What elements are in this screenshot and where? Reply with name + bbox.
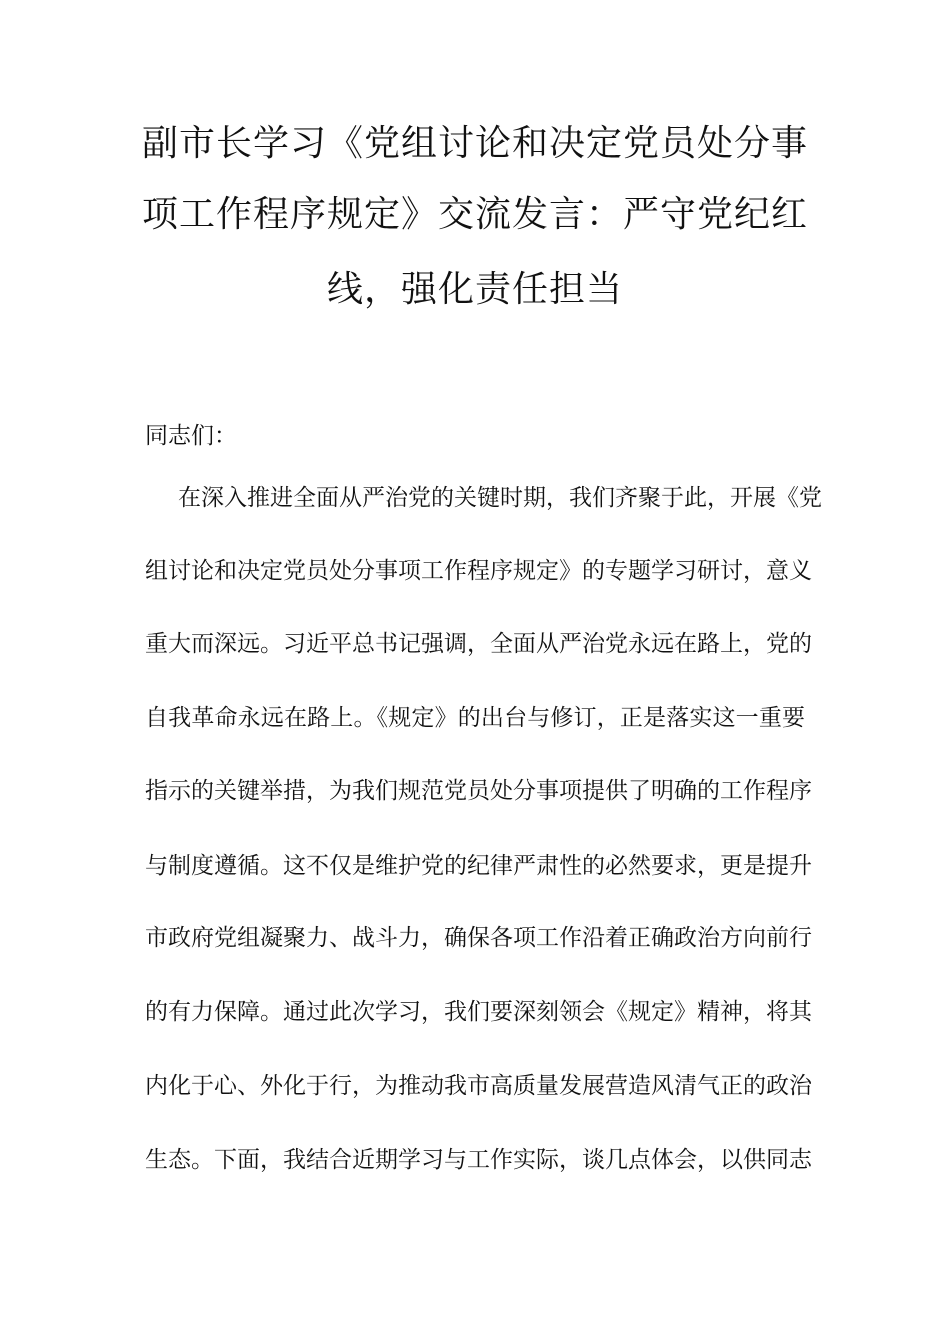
title-line-1: 副市长学习《党组讨论和决定党员处分事 — [141, 123, 808, 164]
paragraph-line: 组讨论和决定党员处分事项工作程序规定》的专题学习研讨，意义 — [145, 558, 812, 584]
title-line-3: 线，强化责任担当 — [326, 269, 623, 310]
paragraph-line: 在深入推进全面从严治党的关键时期，我们齐聚于此，开展《党 — [178, 485, 822, 511]
paragraph-line: 重大而深远。习近平总书记强调，全面从严治党永远在路上，党的 — [145, 631, 812, 657]
paragraph-line: 与制度遵循。这不仅是维护党的纪律严肃性的必然要求，更是提升 — [145, 853, 812, 879]
salutation: 同志们： — [145, 423, 237, 449]
title-line-2: 项工作程序规定》交流发言：严守党纪红 — [141, 194, 808, 235]
paragraph-line: 生态。下面，我结合近期学习与工作实际，谈几点体会，以供同志 — [145, 1147, 812, 1173]
paragraph-line: 指示的关键举措，为我们规范党员处分事项提供了明确的工作程序 — [145, 778, 812, 804]
paragraph-line: 自我革命永远在路上。《规定》的出台与修订，正是落实这一重要 — [145, 705, 805, 731]
paragraph-line: 的有力保障。通过此次学习，我们要深刻领会《规定》精神，将其 — [145, 999, 812, 1025]
paragraph-line: 内化于心、外化于行，为推动我市高质量发展营造风清气正的政治 — [145, 1073, 812, 1099]
paragraph-line: 市政府党组凝聚力、战斗力，确保各项工作沿着正确政治方向前行 — [145, 925, 812, 951]
